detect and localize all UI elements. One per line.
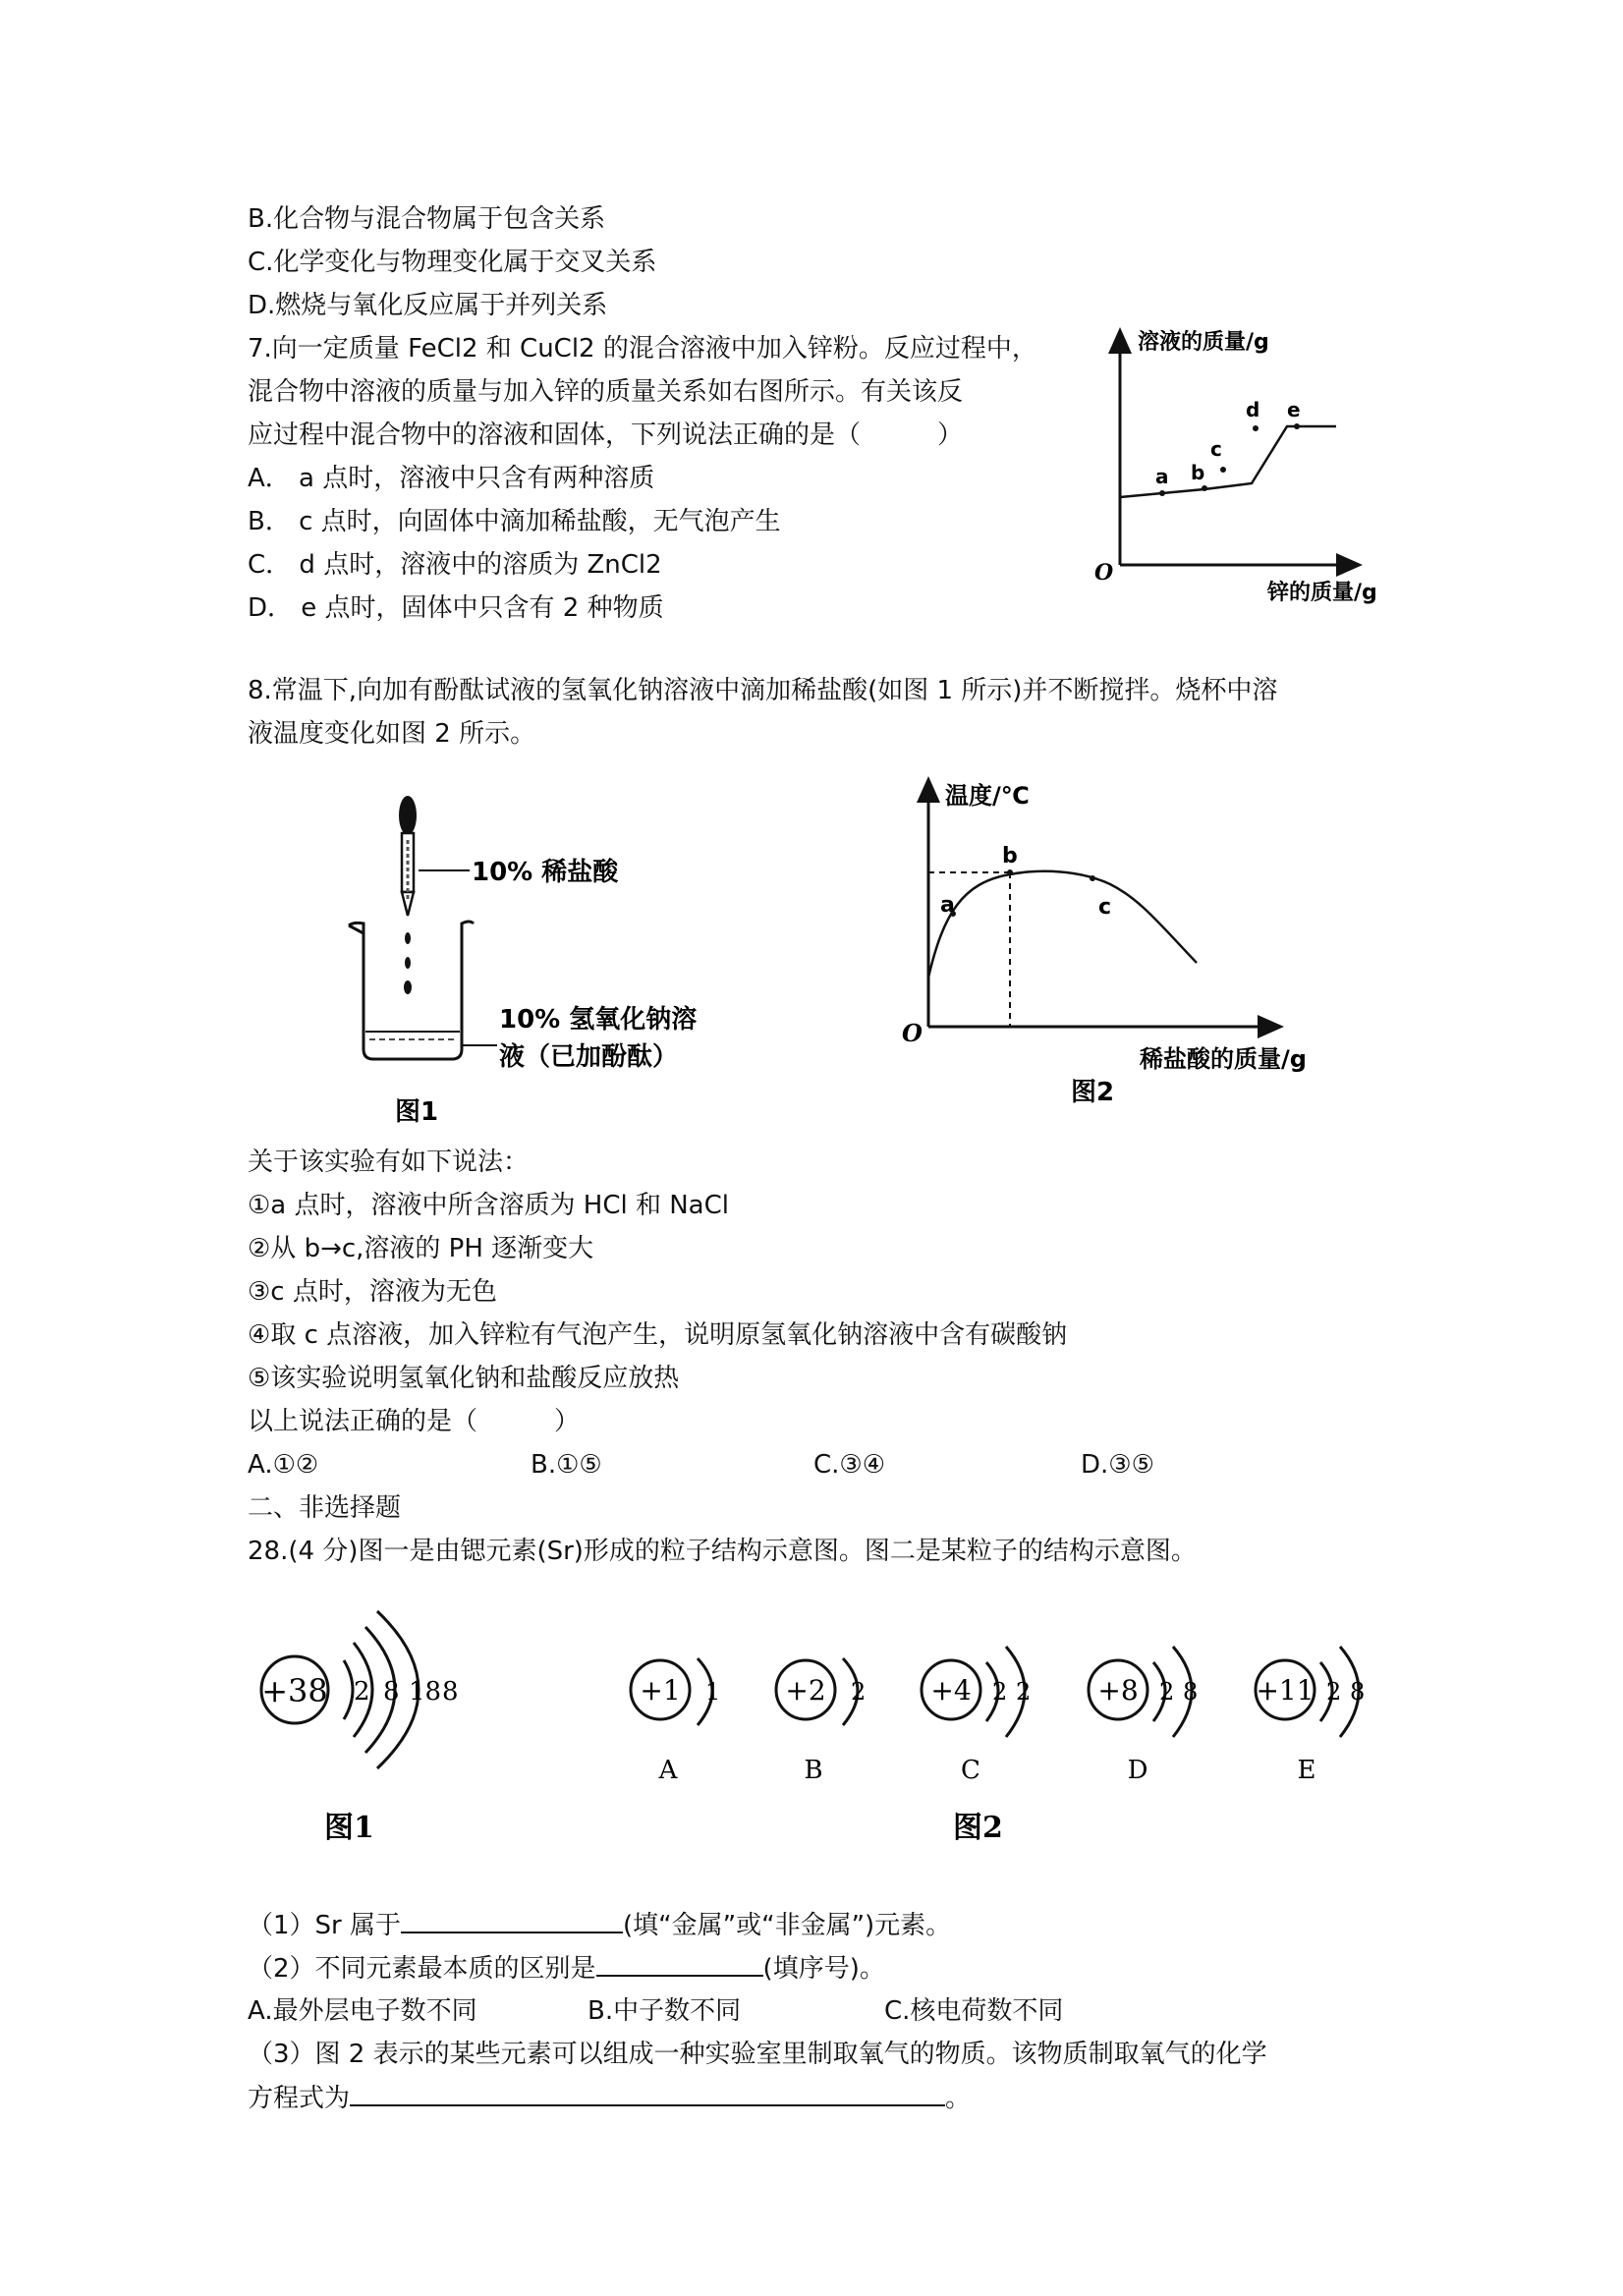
q28-sub2-answer-blank[interactable] (596, 1949, 763, 1977)
particle-d (1089, 1647, 1198, 1785)
q7-label-e: e (1287, 398, 1301, 421)
q28-sub1-suffix: (填“金属”或“非金属”)元素。 (623, 1911, 952, 1940)
q6-option-b: B.化合物与混合物属于包含关系 (248, 204, 606, 234)
q28-sub2-prefix: （2）不同元素最本质的区别是 (248, 1954, 596, 1984)
q28-sub3-prefix: 方程式为 (248, 2084, 351, 2113)
particle-d-shell-1: 2 (1159, 1678, 1175, 1706)
particle-b (776, 1658, 866, 1785)
fig2-origin: O (902, 1019, 923, 1047)
particle-a (631, 1658, 720, 1785)
particle-c-label: C (961, 1756, 980, 1785)
particle-b-nucleus: +2 (785, 1674, 826, 1707)
q7-label-a: a (1155, 465, 1169, 488)
q7-stem-line-1: 7.向一定质量 FeCl2 和 CuCl2 的混合溶液中加入锌粉。反应过程中， (248, 334, 1037, 364)
particle-e-label: E (1297, 1756, 1316, 1785)
particle-b-shell-1: 2 (851, 1678, 867, 1706)
q7-label-c: c (1210, 437, 1222, 461)
q8-ask: 以上说法正确的是（ ） (248, 1407, 581, 1436)
q6-option-c: C.化学变化与物理变化属于交叉关系 (248, 248, 657, 277)
sr-shell-2-electrons: 8 (383, 1677, 400, 1707)
sr-shell-4-electrons: 8 (442, 1677, 459, 1707)
q7-graph (1081, 324, 1434, 609)
q28-sub3-answer-blank[interactable] (350, 2079, 945, 2106)
q7-stem-line-2: 混合物中溶液的质量与加入锌的质量关系如右图所示。有关该反 (248, 377, 964, 407)
particle-c (922, 1647, 1031, 1785)
q8-choice-b: B.①⑤ (531, 1450, 602, 1480)
q28-fig2-caption: 图2 (953, 1811, 1003, 1845)
q7-point-b (1202, 485, 1207, 491)
q28-sub2-choice-a: A.最外层电子数不同 (248, 1996, 477, 2026)
particle-d-label: D (1127, 1756, 1148, 1785)
q7-point-a (1159, 490, 1165, 496)
particle-d-shell-2: 8 (1183, 1678, 1199, 1706)
q8-statement-5: ⑤该实验说明氢氧化钠和盐酸反应放热 (248, 1364, 680, 1393)
fig2-curve (928, 871, 1197, 978)
q7-label-b: b (1191, 461, 1205, 484)
q28-stem: 28.(4 分)图一是由锶元素(Sr)形成的粒子结构示意图。图二是某粒子的结构示意图。 (248, 1537, 1197, 1566)
q28-sub2-choice-b: B.中子数不同 (588, 1996, 742, 2026)
particle-c-nucleus: +4 (930, 1674, 972, 1707)
fig2-xlabel: 稀盐酸的质量/g (1140, 1045, 1307, 1073)
q7-label-d: d (1246, 398, 1260, 421)
q8-statement-4: ④取 c 点溶液，加入锌粒有气泡产生，说明原氢氧化钠溶液中含有碳酸钠 (248, 1320, 1068, 1350)
q8-statements-intro: 关于该实验有如下说法： (248, 1148, 530, 1177)
section-title: 二、非选择题 (248, 1493, 402, 1523)
fig1-caption: 图1 (395, 1097, 439, 1127)
particle-e-nucleus: +11 (1256, 1674, 1315, 1707)
beaker-label-line-1: 10% 氢氧化钠溶 (499, 1005, 698, 1035)
drop-2 (405, 957, 411, 969)
q28-figures (236, 1572, 1415, 1867)
q8-stem-line-1: 8.常温下,向加有酚酞试液的氢氧化钠溶液中滴加稀盐酸(如图 1 所示)并不断搅拌。烧杯中溶 (248, 676, 1278, 705)
fig2-point-c (1090, 875, 1095, 881)
q7-origin: O (1094, 560, 1114, 586)
sr-shell-1 (344, 1660, 353, 1719)
particle-a-shell-1: 1 (705, 1678, 721, 1706)
q7-ylabel: 溶液的质量/g (1138, 330, 1269, 355)
q8-statement-2: ②从 b→c,溶液的 PH 逐渐变大 (248, 1234, 594, 1263)
beaker-label-line-2: 液（已加酚酞） (499, 1042, 679, 1072)
particle-d-nucleus: +8 (1097, 1674, 1139, 1707)
q28-sub3-suffix: 。 (945, 2084, 972, 2113)
fig2-point-b (1007, 869, 1013, 875)
q28-sub1-prefix: （1）Sr 属于 (248, 1911, 402, 1940)
q7-xlabel: 锌的质量/g (1267, 581, 1377, 605)
particle-b-label: B (804, 1756, 823, 1785)
particle-e-shell-2: 8 (1350, 1678, 1366, 1706)
q7-point-d (1253, 425, 1259, 431)
sr-nucleus-charge: +38 (261, 1672, 328, 1709)
sr-shell-3-electrons: 18 (409, 1677, 442, 1707)
fig2-label-a: a (940, 893, 955, 918)
q28-sub3-line-1: （3）图 2 表示的某些元素可以组成一种实验室里制取氧气的物质。该物质制取氧气的化学 (248, 2040, 1267, 2069)
q28-sub2 (248, 1949, 885, 1988)
fig2-ylabel: 温度/℃ (945, 782, 1030, 810)
q7-point-c (1220, 467, 1226, 473)
q7-curve (1120, 426, 1336, 497)
q7-option-a: A． a 点时，溶液中只含有两种溶质 (248, 464, 655, 493)
q8-statement-1: ①a 点时，溶液中所含溶质为 HCl 和 NaCl (248, 1191, 729, 1220)
q28-sub1-answer-blank[interactable] (401, 1906, 623, 1933)
q8-choice-a: A.①② (248, 1450, 319, 1480)
fig2-label-b: b (1002, 844, 1018, 868)
particle-e-shell-1: 2 (1326, 1678, 1342, 1706)
q28-sub2-suffix: (填序号)。 (762, 1954, 885, 1984)
q7-option-d: D． e 点时，固体中只含有 2 种物质 (248, 593, 664, 623)
q28-sub3-line-2 (248, 2079, 971, 2117)
q7-option-c: C． d 点时，溶液中的溶质为 ZnCl2 (248, 550, 662, 580)
q6-option-d: D.燃烧与氧化反应属于并列关系 (248, 291, 608, 320)
q8-fig2-graph (884, 776, 1356, 1130)
q28-sub2-choice-c: C.核电荷数不同 (884, 1996, 1064, 2026)
particle-a-nucleus: +1 (640, 1674, 681, 1707)
q28-fig1-caption: 图1 (324, 1811, 374, 1845)
particle-c-shell-2: 2 (1016, 1678, 1032, 1706)
q8-choice-c: C.③④ (813, 1450, 886, 1480)
q28-sub1 (248, 1906, 951, 1944)
q8-fig1-beaker (324, 786, 756, 1140)
fig2-label-c: c (1098, 895, 1112, 920)
sr-shell-1-electrons: 2 (354, 1677, 370, 1707)
q8-stem-line-2: 液温度变化如图 2 所示。 (248, 719, 536, 749)
q7-option-b: B． c 点时，向固体中滴加稀盐酸，无气泡产生 (248, 507, 781, 536)
q8-statement-3: ③c 点时，溶液为无色 (248, 1277, 497, 1307)
dropper-label: 10% 稀盐酸 (472, 858, 619, 887)
drop-1 (405, 932, 411, 944)
q8-choice-d: D.③⑤ (1081, 1450, 1154, 1480)
q7-point-e (1294, 423, 1300, 429)
particle-a-label: A (658, 1756, 678, 1785)
dropper-bulb (399, 796, 417, 835)
drop-3 (404, 980, 412, 994)
q7-stem-line-3: 应过程中混合物中的溶液和固体，下列说法正确的是（ ） (248, 420, 964, 450)
particle-e (1256, 1647, 1365, 1785)
fig2-caption: 图2 (1071, 1078, 1115, 1107)
particle-c-shell-1: 2 (992, 1678, 1008, 1706)
